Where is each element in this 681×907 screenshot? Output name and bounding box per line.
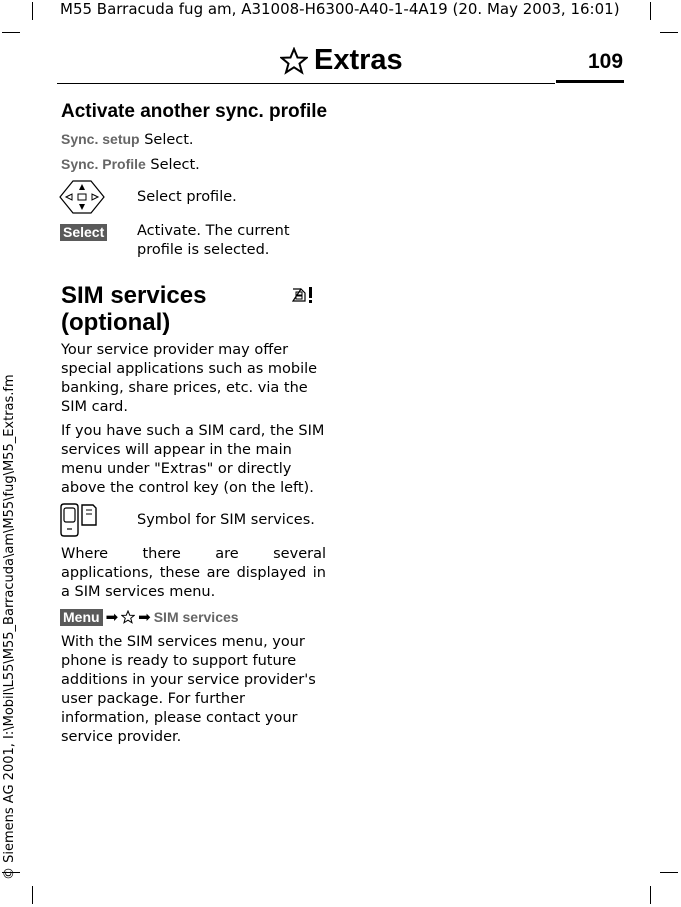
sim-symbol-description: Symbol for SIM services. — [137, 512, 315, 528]
arrow-icon: ➡ — [138, 608, 151, 626]
sim-para-1: Your service provider may offer special applications such as mobile banking, share prices, etc. via the SIM card. — [61, 342, 318, 415]
page-number: 109 — [588, 50, 624, 73]
sim-heading-line-2: (optional) — [61, 309, 171, 336]
sim-para-3: Where there are several applications, these are displayed in a SIM services menu. — [61, 546, 326, 600]
crop-mark — [650, 2, 651, 20]
crop-mark — [32, 2, 33, 20]
select-description: Activate. The current profile is selected. — [137, 223, 290, 258]
crop-mark — [2, 32, 20, 33]
sim-heading — [61, 282, 206, 336]
select-softkey: Select — [60, 224, 107, 241]
sim-services-icon — [59, 503, 99, 537]
sync-step-1 — [61, 131, 194, 148]
sync-step-1-text: Select. — [144, 132, 194, 148]
sync-profile-keyword: Sync. Profile — [61, 156, 146, 172]
sim-para-4: With the SIM services menu, your phone is ready to support future additions in your service provider's user package. For further information, please contact your service provider. — [61, 634, 316, 745]
sync-heading: Activate another sync. profile — [61, 101, 328, 122]
sync-step-2 — [61, 156, 200, 173]
page-title — [280, 44, 403, 77]
header-rule — [57, 83, 555, 84]
arrow-icon: ➡ — [105, 608, 119, 626]
crop-mark — [32, 886, 33, 904]
crop-mark — [650, 886, 651, 904]
crop-mark — [660, 32, 678, 33]
document-meta: M55 Barracuda fug am, A31008-H6300-A40-1-4A19 (20. May 2003, 16:01) — [60, 0, 620, 18]
operator-dependent-icon — [290, 285, 316, 305]
sim-services-keyword: SIM services — [153, 609, 239, 625]
sim-heading-line-1: SIM services — [61, 282, 207, 309]
sync-step-2-text: Select. — [150, 157, 200, 173]
menu-softkey: Menu — [60, 609, 103, 626]
crop-mark — [660, 872, 678, 873]
sync-setup-keyword: Sync. setup — [61, 131, 140, 147]
page-number-rule — [556, 80, 624, 83]
navigation-key-icon — [59, 180, 105, 214]
page-title-text: Extras — [314, 44, 403, 76]
star-icon — [121, 610, 135, 624]
select-softkey-wrapper — [60, 222, 107, 241]
menu-path — [60, 608, 239, 626]
file-path-sidebar: © Siemens AG 2001, I:\Mobil\L55\M55_Barracuda\am\M55\fug\M55_Extras.fm — [2, 374, 17, 880]
nav-description: Select profile. — [137, 189, 237, 205]
star-icon — [280, 47, 308, 75]
sim-para-2: If you have such a SIM card, the SIM services will appear in the main menu under "Extras" or directly above the control key (on the left). — [61, 423, 325, 496]
